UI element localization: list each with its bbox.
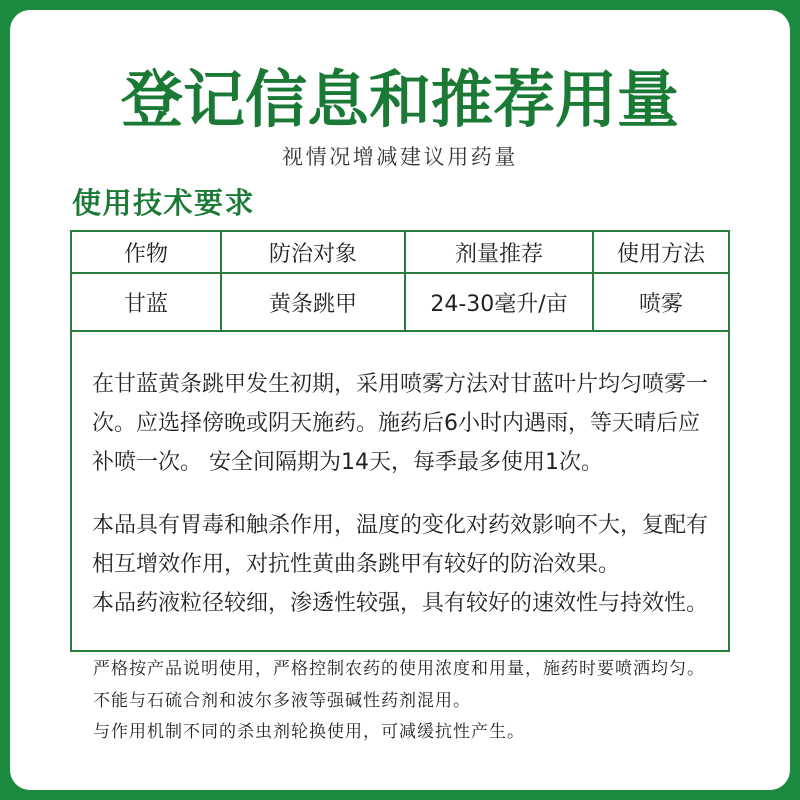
instruction-paragraph <box>92 506 718 584</box>
paragraph-line: 本品具有胃毒和触杀作用，温度的变化对药效影响不大，复配有 <box>92 513 709 538</box>
table-cell-method: 喷雾 <box>594 274 728 332</box>
paragraph-line: 补喷一次。 安全间隔期为14天，每季最多使用1次。 <box>92 450 603 475</box>
paragraph-line: 在甘蓝黄条跳甲发生初期，采用喷雾方法对甘蓝叶片均匀喷雾一 <box>92 372 709 397</box>
instruction-paragraph <box>92 584 718 623</box>
section-heading: 使用技术要求 <box>72 186 256 220</box>
table-cell-dosage: 24-30毫升/亩 <box>406 274 594 332</box>
instruction-paragraph <box>92 365 718 482</box>
note-line: 与作用机制不同的杀虫剂轮换使用，可减缓抗性产生。 <box>93 722 525 742</box>
table-header-crop: 作物 <box>72 232 222 274</box>
table-header-target: 防治对象 <box>222 232 406 274</box>
note-line: 严格按产品说明使用，严格控制农药的使用浓度和用量，施药时要喷洒均匀。 <box>93 659 705 679</box>
paragraph-line: 本品药液粒径较细，渗透性较强，具有较好的速效性与持效性。 <box>92 591 709 616</box>
table-header-dosage: 剂量推荐 <box>406 232 594 274</box>
table-cell-target: 黄条跳甲 <box>222 274 406 332</box>
table-header-method: 使用方法 <box>594 232 728 274</box>
paragraph-line: 次。应选择傍晚或阴天施药。施药后6小时内遇雨，等天晴后应 <box>92 411 700 436</box>
content-panel <box>10 10 790 790</box>
page-title: 登记信息和推荐用量 <box>120 63 679 136</box>
table-cell-crop: 甘蓝 <box>72 274 222 332</box>
note-line: 不能与石硫合剂和波尔多液等强碱性药剂混用。 <box>93 690 471 711</box>
paragraph-line: 相互增效作用，对抗性黄曲条跳甲有较好的防治效果。 <box>92 552 621 577</box>
subtitle: 视情况增减建议用药量 <box>282 145 518 169</box>
usage-table <box>70 230 730 652</box>
usage-notes <box>93 654 773 749</box>
instructions-cell <box>72 332 728 650</box>
